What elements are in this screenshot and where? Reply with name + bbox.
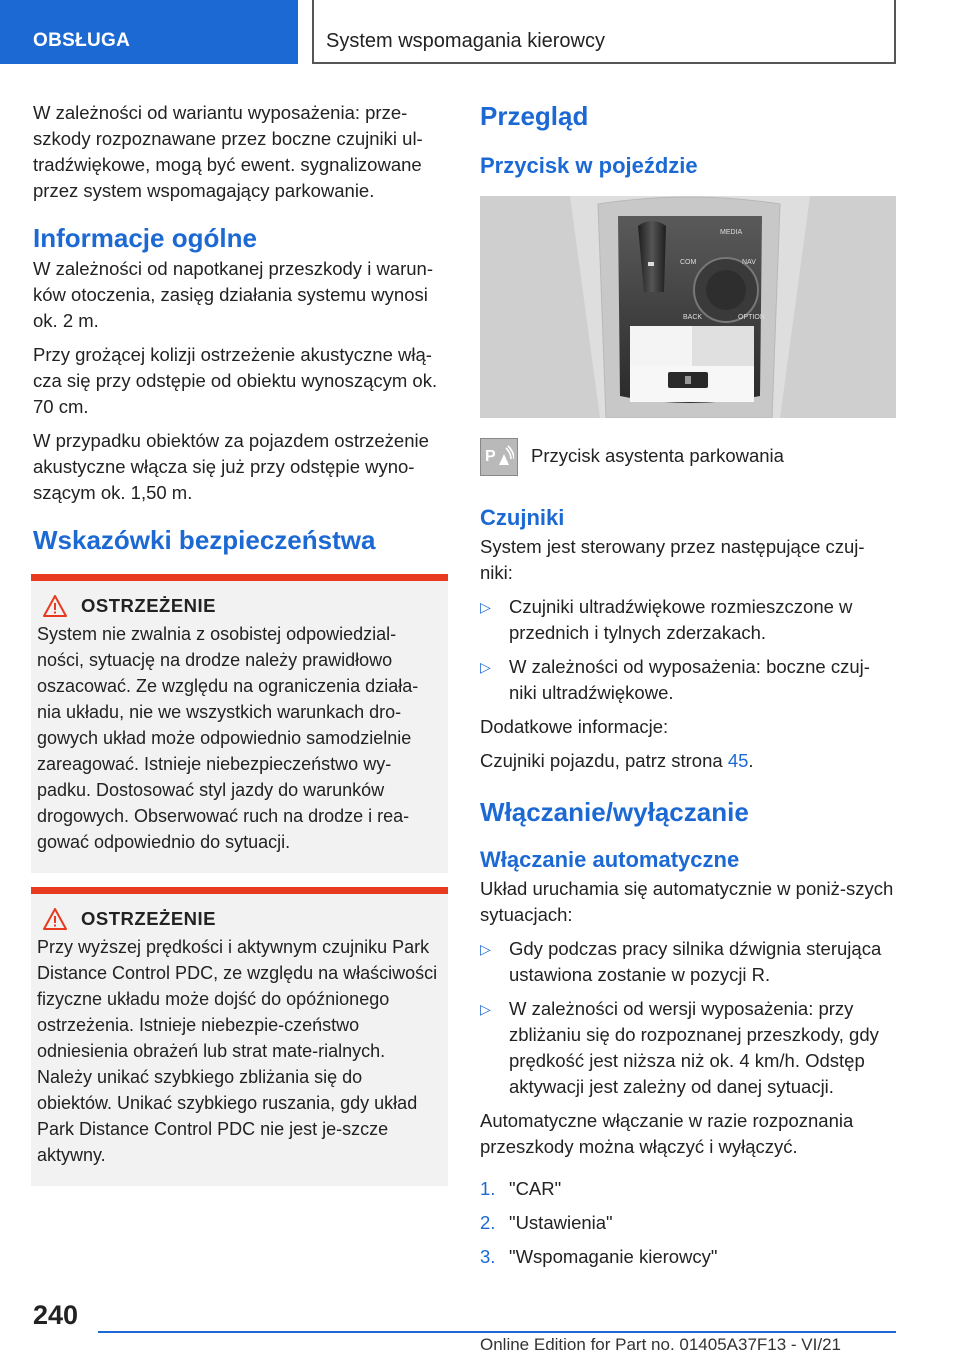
overview-heading: Przegląd — [480, 101, 589, 131]
section-tab: OBSŁUGA — [0, 0, 298, 64]
list-item: 3. "Wspomaganie kierowcy" — [480, 1246, 718, 1267]
auto-heading: Włączanie automatyczne — [480, 847, 740, 872]
warning-triangle-icon — [43, 908, 67, 930]
photo-label-back: BACK — [683, 314, 703, 321]
steps-list — [480, 1176, 896, 1270]
general-paragraph-2: Przy grożącej kolizji ostrzeżenie akustyczne włą-cza się przy odstępie od obiektu wynoszącym ok. 70 cm. — [33, 344, 438, 417]
sensors-reference: Czujniki pojazdu, patrz strona 45. — [480, 750, 754, 771]
list-item: 1. "CAR" — [480, 1178, 562, 1199]
safety-heading: Wskazówki bezpieczeństwa — [33, 525, 376, 555]
photo-label-com: COM — [680, 259, 697, 266]
park-assist-button-icon — [480, 438, 518, 476]
onoff-heading: Włączanie/wyłączanie — [480, 797, 749, 827]
warning-title: OSTRZEŻENIE — [81, 595, 217, 616]
triangle-bullet-icon: ▷ — [480, 1001, 491, 1017]
button-heading: Przycisk w pojeździe — [480, 153, 698, 178]
park-assist-caption: Przycisk asystenta parkowania — [531, 445, 784, 466]
sensors-heading: Czujniki — [480, 505, 565, 530]
console-illustration — [480, 196, 896, 418]
left-column — [33, 100, 448, 1186]
warning-box-1 — [31, 574, 448, 873]
chapter-title: System wspomagania kierowcy — [326, 30, 605, 52]
general-paragraph-3: W przypadku obiektów za pojazdem ostrzeżenie akustyczne włącza się już przy odstępie wyno-szącym ok. 1,50 m. — [33, 430, 429, 503]
triangle-bullet-icon: ▷ — [480, 659, 491, 675]
triangle-bullet-icon: ▷ — [480, 599, 491, 615]
general-paragraph-1: W zależności od napotkanej przeszkody i warun-ków otoczenia, zasięg działania systemu wynosi ok. 2 m. — [33, 258, 433, 331]
auto-intro: Układ uruchamia się automatycznie w poniż-szych sytuacjach: — [480, 878, 894, 925]
sensors-intro: System jest sterowany przez następujące czuj-niki: — [480, 536, 865, 583]
footer-divider — [98, 1331, 896, 1333]
right-column — [480, 100, 896, 1278]
edition-text: Online Edition for Part no. 01405A37F13 - VI/21 — [480, 1335, 842, 1354]
list-item: ▷ W zależności od wersji wyposażenia: przy zbliżaniu się do rozpoznanej przeszkody, gdy prędkość jest niższa niż ok. 4 km/h. Odstęp aktywacji jest zależny od danej sytuacji. — [480, 998, 879, 1097]
intro-paragraph: W zależności od wariantu wyposażenia: prze-szkody rozpoznawane przez boczne czujniki ul-tradźwiękowe, mogą być ewent. sygnalizowane przez system wspomagający parkowanie. — [33, 102, 423, 201]
triangle-bullet-icon: ▷ — [480, 941, 491, 957]
photo-label-nav: NAV — [742, 259, 756, 266]
center-console-photo — [480, 196, 896, 418]
photo-label-option: OPTION — [738, 314, 765, 321]
page-number: 240 — [33, 1300, 79, 1330]
page-link[interactable]: 45 — [727, 750, 749, 771]
list-item: 2. "Ustawienia" — [480, 1212, 613, 1233]
warning-title: OSTRZEŻENIE — [81, 908, 217, 929]
list-item: ▷ Gdy podczas pracy silnika dźwignia sterująca ustawiona zostanie w pozycji R. — [480, 938, 882, 985]
warning-triangle-icon — [43, 595, 67, 617]
auto-note: Automatyczne włączanie w razie rozpoznania przeszkody można włączyć i wyłączyć. — [480, 1110, 854, 1157]
warning-box-2 — [31, 887, 448, 1186]
photo-label-media: MEDIA — [720, 229, 743, 236]
sensors-list — [480, 594, 896, 706]
general-heading: Informacje ogólne — [33, 223, 257, 253]
svg-text:P: P — [485, 448, 496, 465]
warning-text: Przy wyższej prędkości i aktywnym czujniku Park Distance Control PDC, ze względu na właściwości fizyczne układu może dojść do opóźnionego ostrzeżenia. Istnieje niebezpie-czeństwo odniesienia obrażeń lub strat mate-rialnych. Należy unikać szybkiego zbliżania się do obiektów. Unikać szybkiego ruszania, gdy układ Park Distance Control PDC nie jest je-szcze aktywny. — [37, 937, 438, 1165]
list-item: ▷ Czujniki ultradźwiękowe rozmieszczone w przednich i tylnych zderzakach. — [480, 596, 853, 643]
list-item: ▷ W zależności od wyposażenia: boczne czuj-niki ultradźwiękowe. — [480, 656, 870, 703]
warning-text: System nie zwalnia z osobistej odpowiedzial-ności, sytuację na drodze należy prawidłowo oszacować. Ze względu na ograniczenia działa-nia układu, nie we wszystkich warunkach dro-gowych układ może odpowiednio samodzielnie zareagować. Istnieje niebezpieczeństwo wy-padku. Dostosować styl jazdy do warunków drogowych. Obserwować ruch na drodze i rea-gować odpowiednio do sytuacji. — [37, 624, 419, 852]
auto-list — [480, 936, 896, 1100]
additional-info: Dodatkowe informacje: — [480, 716, 669, 737]
